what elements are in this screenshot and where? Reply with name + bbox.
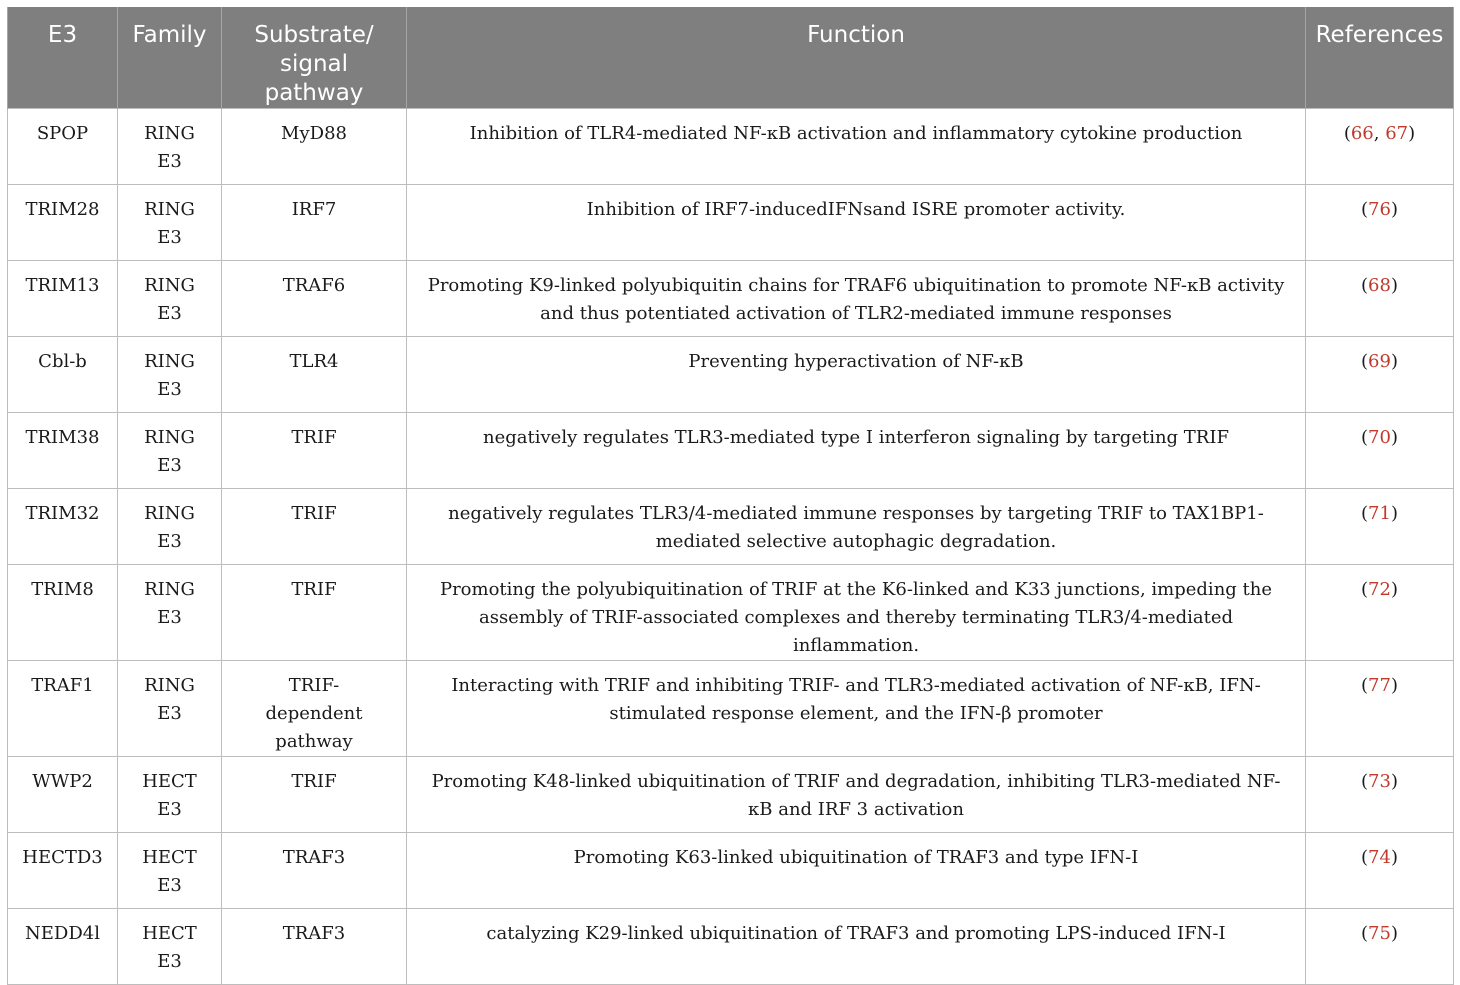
family-cell: RING E3 <box>118 413 222 489</box>
references-cell: (75) <box>1306 909 1454 985</box>
references-cell: (76) <box>1306 185 1454 261</box>
table-row <box>8 489 1454 565</box>
function-cell: Inhibition of TLR4-mediated NF-κB activation and inflammatory cytokine production <box>407 109 1306 185</box>
reference-link[interactable]: 73 <box>1368 771 1391 792</box>
reference-link[interactable]: 77 <box>1368 675 1391 696</box>
substrate-cell: TRIF-dependent pathway <box>222 661 407 757</box>
reference-link[interactable]: 72 <box>1368 579 1391 600</box>
function-cell: catalyzing K29-linked ubiquitination of TRAF3 and promoting LPS-induced IFN-I <box>407 909 1306 985</box>
table-row <box>8 185 1454 261</box>
reference-link[interactable]: 74 <box>1368 847 1391 868</box>
function-cell: Promoting K63-linked ubiquitination of TRAF3 and type IFN-I <box>407 833 1306 909</box>
function-cell: Promoting K48-linked ubiquitination of TRIF and degradation, inhibiting TLR3-mediated NF-κB and IRF 3 activation <box>407 757 1306 833</box>
family-cell: RING E3 <box>118 337 222 413</box>
references-cell: (72) <box>1306 565 1454 661</box>
substrate-cell: TRIF <box>222 413 407 489</box>
e3-cell: WWP2 <box>8 757 118 833</box>
substrate-cell: MyD88 <box>222 109 407 185</box>
reference-link[interactable]: 67 <box>1385 123 1409 144</box>
e3-cell: SPOP <box>8 109 118 185</box>
e3-cell: TRIM32 <box>8 489 118 565</box>
table-row <box>8 261 1454 337</box>
table-row <box>8 909 1454 985</box>
function-cell: negatively regulates TLR3-mediated type I interferon signaling by targeting TRIF <box>407 413 1306 489</box>
substrate-cell: TRAF6 <box>222 261 407 337</box>
table-row <box>8 337 1454 413</box>
reference-link[interactable]: 76 <box>1368 199 1391 220</box>
family-cell: RING E3 <box>118 565 222 661</box>
e3-cell: HECTD3 <box>8 833 118 909</box>
family-cell: RING E3 <box>118 109 222 185</box>
references-cell: (77) <box>1306 661 1454 757</box>
e3-cell: Cbl-b <box>8 337 118 413</box>
family-cell: HECT E3 <box>118 909 222 985</box>
substrate-cell: TRIF <box>222 489 407 565</box>
substrate-cell: TRAF3 <box>222 833 407 909</box>
substrate-cell: TRIF <box>222 565 407 661</box>
table-row <box>8 833 1454 909</box>
family-cell: RING E3 <box>118 185 222 261</box>
substrate-cell: IRF7 <box>222 185 407 261</box>
references-cell: (68) <box>1306 261 1454 337</box>
e3-cell: TRIM8 <box>8 565 118 661</box>
function-cell: Promoting K9-linked polyubiquitin chains for TRAF6 ubiquitination to promote NF-κB activity and thus potentiated activation of TLR2-mediated immune responses <box>407 261 1306 337</box>
e3-cell: TRIM38 <box>8 413 118 489</box>
e3-cell: TRIM13 <box>8 261 118 337</box>
header-function: Function <box>407 7 1306 109</box>
function-cell: Promoting the polyubiquitination of TRIF at the K6-linked and K33 junctions, impeding the assembly of TRIF-associated complexes and thereby terminating TLR3/4-mediated inflammation. <box>407 565 1306 661</box>
table-row <box>8 661 1454 757</box>
reference-link[interactable]: 70 <box>1368 427 1391 448</box>
references-cell: (69) <box>1306 337 1454 413</box>
e3-cell: TRIM28 <box>8 185 118 261</box>
family-cell: RING E3 <box>118 661 222 757</box>
reference-link[interactable]: 71 <box>1368 503 1391 524</box>
header-e3: E3 <box>8 7 118 109</box>
function-cell: negatively regulates TLR3/4-mediated immune responses by targeting TRIF to TAX1BP1-mediated selective autophagic degradation. <box>407 489 1306 565</box>
table-row <box>8 565 1454 661</box>
family-cell: HECT E3 <box>118 757 222 833</box>
header-references: References <box>1306 7 1454 109</box>
reference-link[interactable]: 69 <box>1368 351 1391 372</box>
table-row <box>8 109 1454 185</box>
header-row <box>8 7 1454 109</box>
substrate-cell: TLR4 <box>222 337 407 413</box>
function-cell: Preventing hyperactivation of NF-κB <box>407 337 1306 413</box>
references-cell: (73) <box>1306 757 1454 833</box>
family-cell: RING E3 <box>118 489 222 565</box>
substrate-cell: TRAF3 <box>222 909 407 985</box>
function-cell: Interacting with TRIF and inhibiting TRIF- and TLR3-mediated activation of NF-κB, IFN-stimulated response element, and the IFN-β promoter <box>407 661 1306 757</box>
family-cell: HECT E3 <box>118 833 222 909</box>
header-substrate: Substrate/ signal pathway <box>222 7 407 109</box>
references-cell: (70) <box>1306 413 1454 489</box>
e3-cell: TRAF1 <box>8 661 118 757</box>
function-cell: Inhibition of IRF7-inducedIFNsand ISRE promoter activity. <box>407 185 1306 261</box>
reference-link[interactable]: 75 <box>1368 923 1391 944</box>
references-cell: (66, 67) <box>1306 109 1454 185</box>
references-cell: (71) <box>1306 489 1454 565</box>
table-row <box>8 757 1454 833</box>
table-row <box>8 413 1454 489</box>
reference-link[interactable]: 66 <box>1350 123 1374 144</box>
header-family: Family <box>118 7 222 109</box>
e3-cell: NEDD4l <box>8 909 118 985</box>
reference-link[interactable]: 68 <box>1368 275 1391 296</box>
family-cell: RING E3 <box>118 261 222 337</box>
e3-ligase-table <box>7 7 1454 985</box>
substrate-cell: TRIF <box>222 757 407 833</box>
references-cell: (74) <box>1306 833 1454 909</box>
